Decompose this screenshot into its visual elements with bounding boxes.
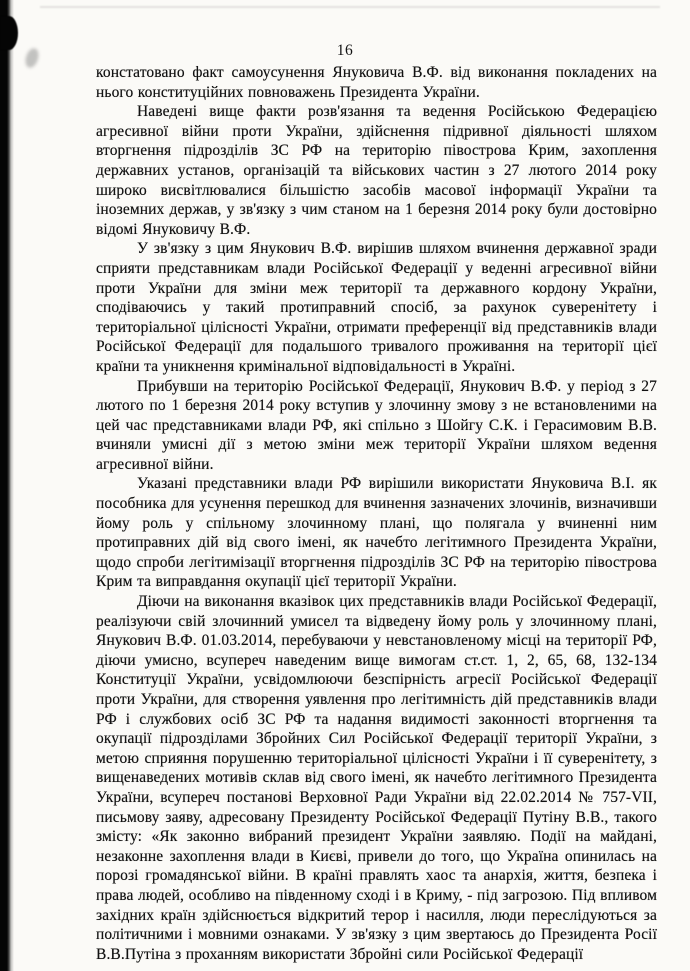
paragraph-continuation: констатовано факт самоусунення Януковича В.Ф. від виконання покладених на нього конституційних повноважень Президента України. — [96, 64, 657, 101]
paragraph: У зв'язку з цим Янукович В.Ф. вирішив шляхом вчинення державної зради сприяти представникам влади Російської Федерації у веденні агресивної війни проти України для зміни меж території та державного кордону України, сподіваючись у такий протиправний спосіб, за рахунок суверенітету і територіальної цілісності України, отримати преференції від представників влади Російської Федерації для подальшого тривалого проживання на території цієї країни та уникнення кримінальної відповідальності в Україні. — [96, 240, 657, 375]
page-number: 16 — [336, 42, 354, 59]
paragraph: Указані представники влади РФ вирішили використати Януковича В.І. як пособника для усунення перешкод для вчинення зазначених злочинів, визначивши йому роль у спільному злочинному плані, що полягала у вчиненні ним протиправних дій від свого імені, як начебто легітимного Президента України, щодо спроби легітимізації вторгнення підрозділів ЗС РФ на територію півострова Крим та виправдання окупації цієї території України. — [96, 475, 657, 591]
paragraph: Прибувши на територію Російської Федерації, Янукович В.Ф. у період з 27 лютого по 1 березня 2014 року вступив у злочинну змову з не встановленими на цей час представниками влади РФ, які спільно з Шойгу С.К. і Герасимовим В.В. вчиняли умисні дії з метою зміни меж території України шляхом ведення агресивної війни. — [96, 377, 657, 473]
scan-top-streak — [40, 6, 660, 8]
text-block — [96, 63, 657, 964]
paragraph: Діючи на виконання вказівок цих представників влади Російської Федерації, реалізуючи свій злочинний умисел та відведену йому роль у злочинному плані, Янукович В.Ф. 01.03.2014, перебуваючи у невстановленому місці на території РФ, діючи умисно, всупереч наведеним вище вимогам ст.ст. 1, 2, 65, 68, 132-134 Конституції України, усвідомлюючи безспірність агресії Російської Федерації проти України, для створення уявлення про легітимність дій представників влади РФ і службових осіб ЗС РФ та надання видимості законності вторгнення та окупації підрозділами Збройних Сил Російської Федерації території України, з метою сприяння порушенню територіальної цілісності України і її суверенітету, з вищенаведених мотивів склав від свого імені, як начебто легітимного Президента України, всупереч постанові Верховної Ради України від 22.02.2014 № 757-VII, письмову заяву, адресовану Президенту Російської Федерації Путіну В.В., такого змісту: «Як законно вибраний президент України заявляю. Події на майдані, незаконне захоплення влади в Києві, привели до того, що Україна опинилась на порозі громадянської війни. В країні правлять хаос та анархія, життя, безпека і права людей, особливо на південному сході і в Криму, - під загрозою. Під впливом західних країн здійснюється відкритий терор і насилля, люди переслідуються за політичними і мовними ознаками. У зв'язку з цим звертаюсь до Президента Росії В.В.Путіна з проханням використати Збройні сили Російської Федерації — [96, 593, 657, 963]
scan-edge-artifact — [0, 0, 14, 971]
paragraph: Наведені вище факти розв'язання та ведення Російською Федерацією агресивної війни проти України, здійснення підривної діяльності шляхом вторгнення підрозділів ЗС РФ на територію півострова Крим, захоплення державних установ, організацій та військових частин з 27 лютого 2014 року широко висвітлювалися більшістю засобів масової інформації України та іноземних держав, у зв'язку з чим станом на 1 березня 2014 року були достовірно відомі Януковичу В.Ф. — [96, 103, 657, 238]
